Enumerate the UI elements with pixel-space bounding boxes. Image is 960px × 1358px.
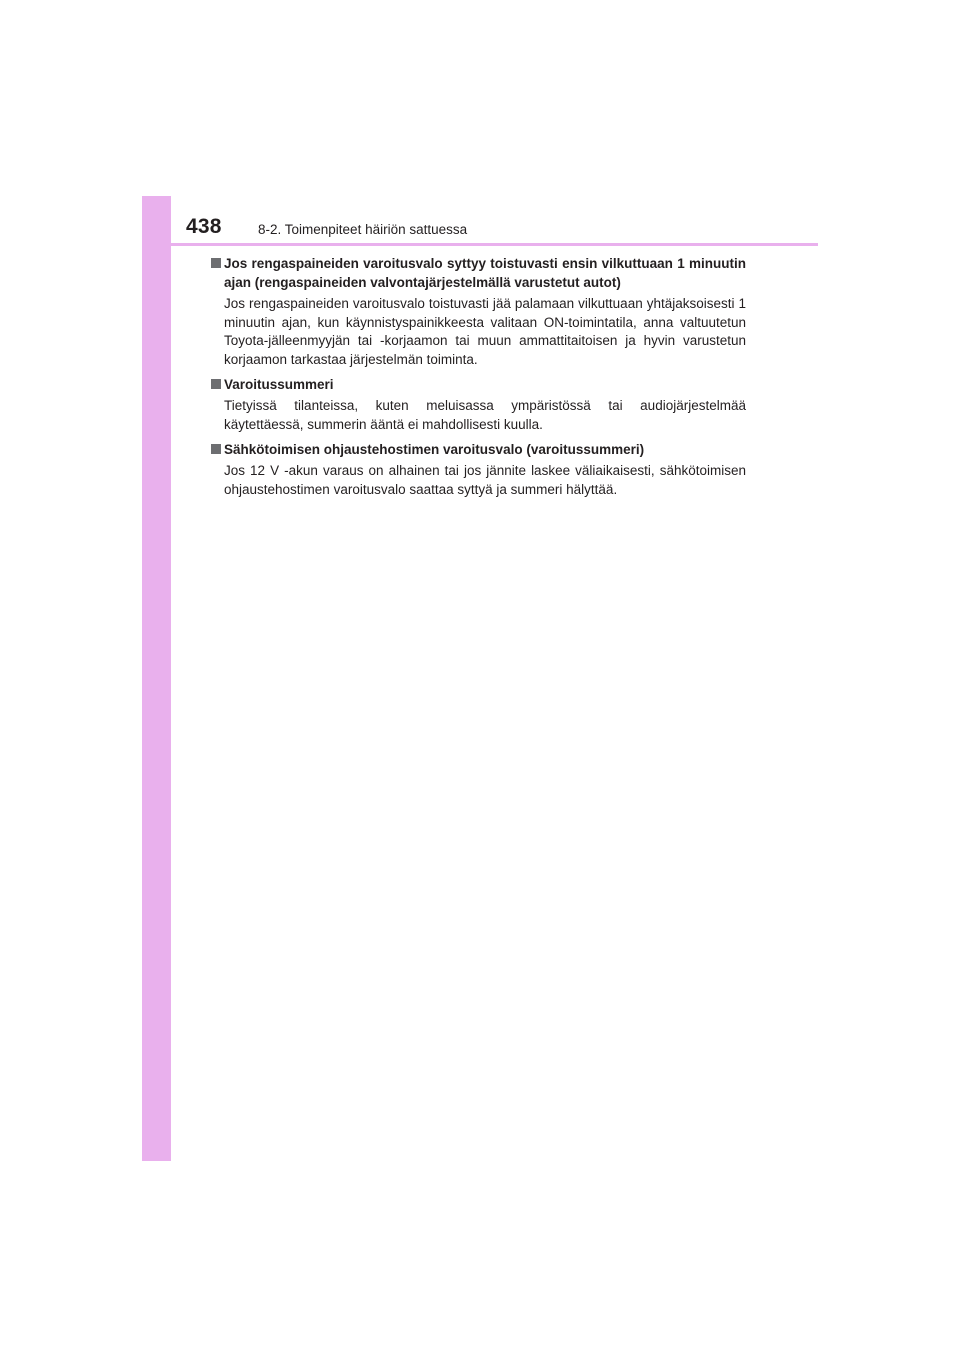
note-heading bbox=[210, 440, 746, 459]
chapter-side-band bbox=[142, 196, 171, 1161]
square-bullet-icon bbox=[211, 444, 221, 454]
square-bullet-icon bbox=[211, 379, 221, 389]
note-body: Tietyissä tilanteissa, kuten meluisassa ympäristössä tai audiojärjestelmää käytettäessä, summerin ääntä ei mahdollisesti kuulla. bbox=[224, 398, 746, 432]
page-content bbox=[210, 254, 746, 505]
note-heading-text: Sähkötoimisen ohjaustehostimen varoitusvalo (varoitussummeri) bbox=[224, 442, 645, 457]
note-heading-text: Varoitussummeri bbox=[224, 377, 334, 392]
note-body: Jos rengaspaineiden varoitusvalo toistuvasti jää palamaan vilkuttuaan yhtäjaksoisesti 1 minuutin ajan, kun käynnistyspainikkeesta valitaan ON-toimintatila, anna valtuutetun Toyota-jälleenmyyjän tai -korjaamon tai muun ammattitaitoisen ja hyvin varustetun korjaamon tarkastaa järjestelmän toiminta. bbox=[224, 296, 746, 367]
header-rule bbox=[171, 243, 818, 246]
note-heading-text: Jos rengaspaineiden varoitusvalo syttyy toistuvasti ensin vilkuttuaan 1 minuutin ajan (rengaspaineiden valvontajärjestelmällä varustetut autot) bbox=[224, 256, 746, 290]
note-heading bbox=[210, 254, 746, 292]
note-heading bbox=[210, 375, 746, 394]
note-item-tire-pressure bbox=[210, 254, 746, 369]
note-body: Jos 12 V -akun varaus on alhainen tai jos jännite laskee väliaikaisesti, sähkötoimisen ohjaustehostimen varoitusvalo saattaa syttyä ja summeri hälyttää. bbox=[224, 463, 746, 497]
note-item-power-steering bbox=[210, 440, 746, 499]
square-bullet-icon bbox=[211, 258, 221, 268]
page-number: 438 bbox=[186, 215, 222, 238]
note-item-warning-buzzer bbox=[210, 375, 746, 434]
section-title: 8-2. Toimenpiteet häiriön sattuessa bbox=[258, 222, 468, 237]
